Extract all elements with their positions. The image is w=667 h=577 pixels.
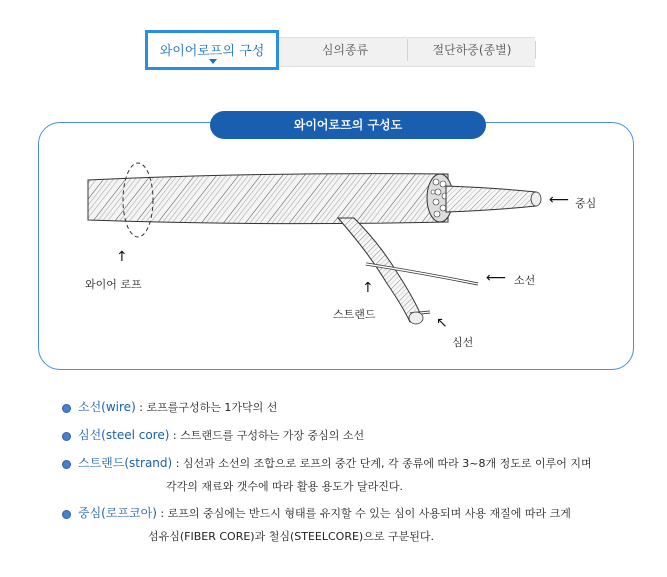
label-wire-rope: 와이어 로프 (85, 278, 142, 291)
label-strand: 스트랜드 (333, 308, 376, 321)
caret-down-icon (209, 59, 217, 64)
arrow-up-icon: ↑ (116, 249, 128, 265)
tab-core-types[interactable]: 심의종류 (321, 43, 369, 57)
definition-item (62, 426, 364, 443)
tab-bar (145, 30, 535, 70)
arrow-left-icon: ⟵ (549, 192, 570, 208)
definition-desc: : 로프를구성하는 1가닥의 선 (135, 401, 278, 414)
bullet-icon (62, 432, 71, 441)
definition-item (62, 398, 277, 415)
definition-term: 스트랜드(strand) (78, 456, 173, 470)
bullet-icon (62, 460, 71, 469)
definition-item (62, 504, 571, 521)
bullet-icon (62, 404, 71, 413)
label-core: 중심 (575, 197, 597, 210)
arrow-up-icon: ↑ (362, 280, 374, 296)
definition-term: 중심(로프코아) (78, 506, 157, 520)
diagram-title: 와이어로프의 구성도 (210, 111, 486, 139)
core-strand (446, 186, 536, 212)
arrow-left-icon: ⟵ (486, 270, 507, 286)
label-wire: 소선 (514, 274, 536, 287)
definition-desc: : 심선과 소선의 조합으로 로프의 중간 단계, 각 종류에 따라 3~8개 정도로 이루어 지며 (172, 457, 592, 470)
definition-desc: : 스트랜드를 구성하는 가장 중심의 소선 (169, 429, 365, 442)
definition-continuation: 각각의 재료와 갯수에 따라 활용 용도가 달라진다. (166, 480, 403, 493)
arrow-up-left-icon: ↖ (436, 315, 448, 331)
tab-wire-rope-composition[interactable] (145, 30, 279, 70)
bullet-icon (62, 510, 71, 519)
rope-body (88, 174, 448, 224)
tab-breaking-load[interactable]: 절단하중(종별) (407, 39, 536, 61)
definition-continuation: 섬유심(FIBER CORE)과 철심(STEELCORE)으로 구분된다. (148, 530, 434, 543)
definition-term: 심선(steel core) (78, 428, 170, 442)
definition-term: 소선(wire) (78, 400, 136, 414)
definition-desc: : 로프의 중심에는 반드시 형태를 유지할 수 있는 심이 사용되며 사용 재질에 따라 크게 (156, 507, 571, 520)
tab-active-label: 와이어로프의 구성 (159, 44, 265, 59)
definition-item (62, 454, 592, 471)
wire-rope-illustration (38, 122, 634, 370)
label-core-wire: 심선 (452, 336, 474, 349)
